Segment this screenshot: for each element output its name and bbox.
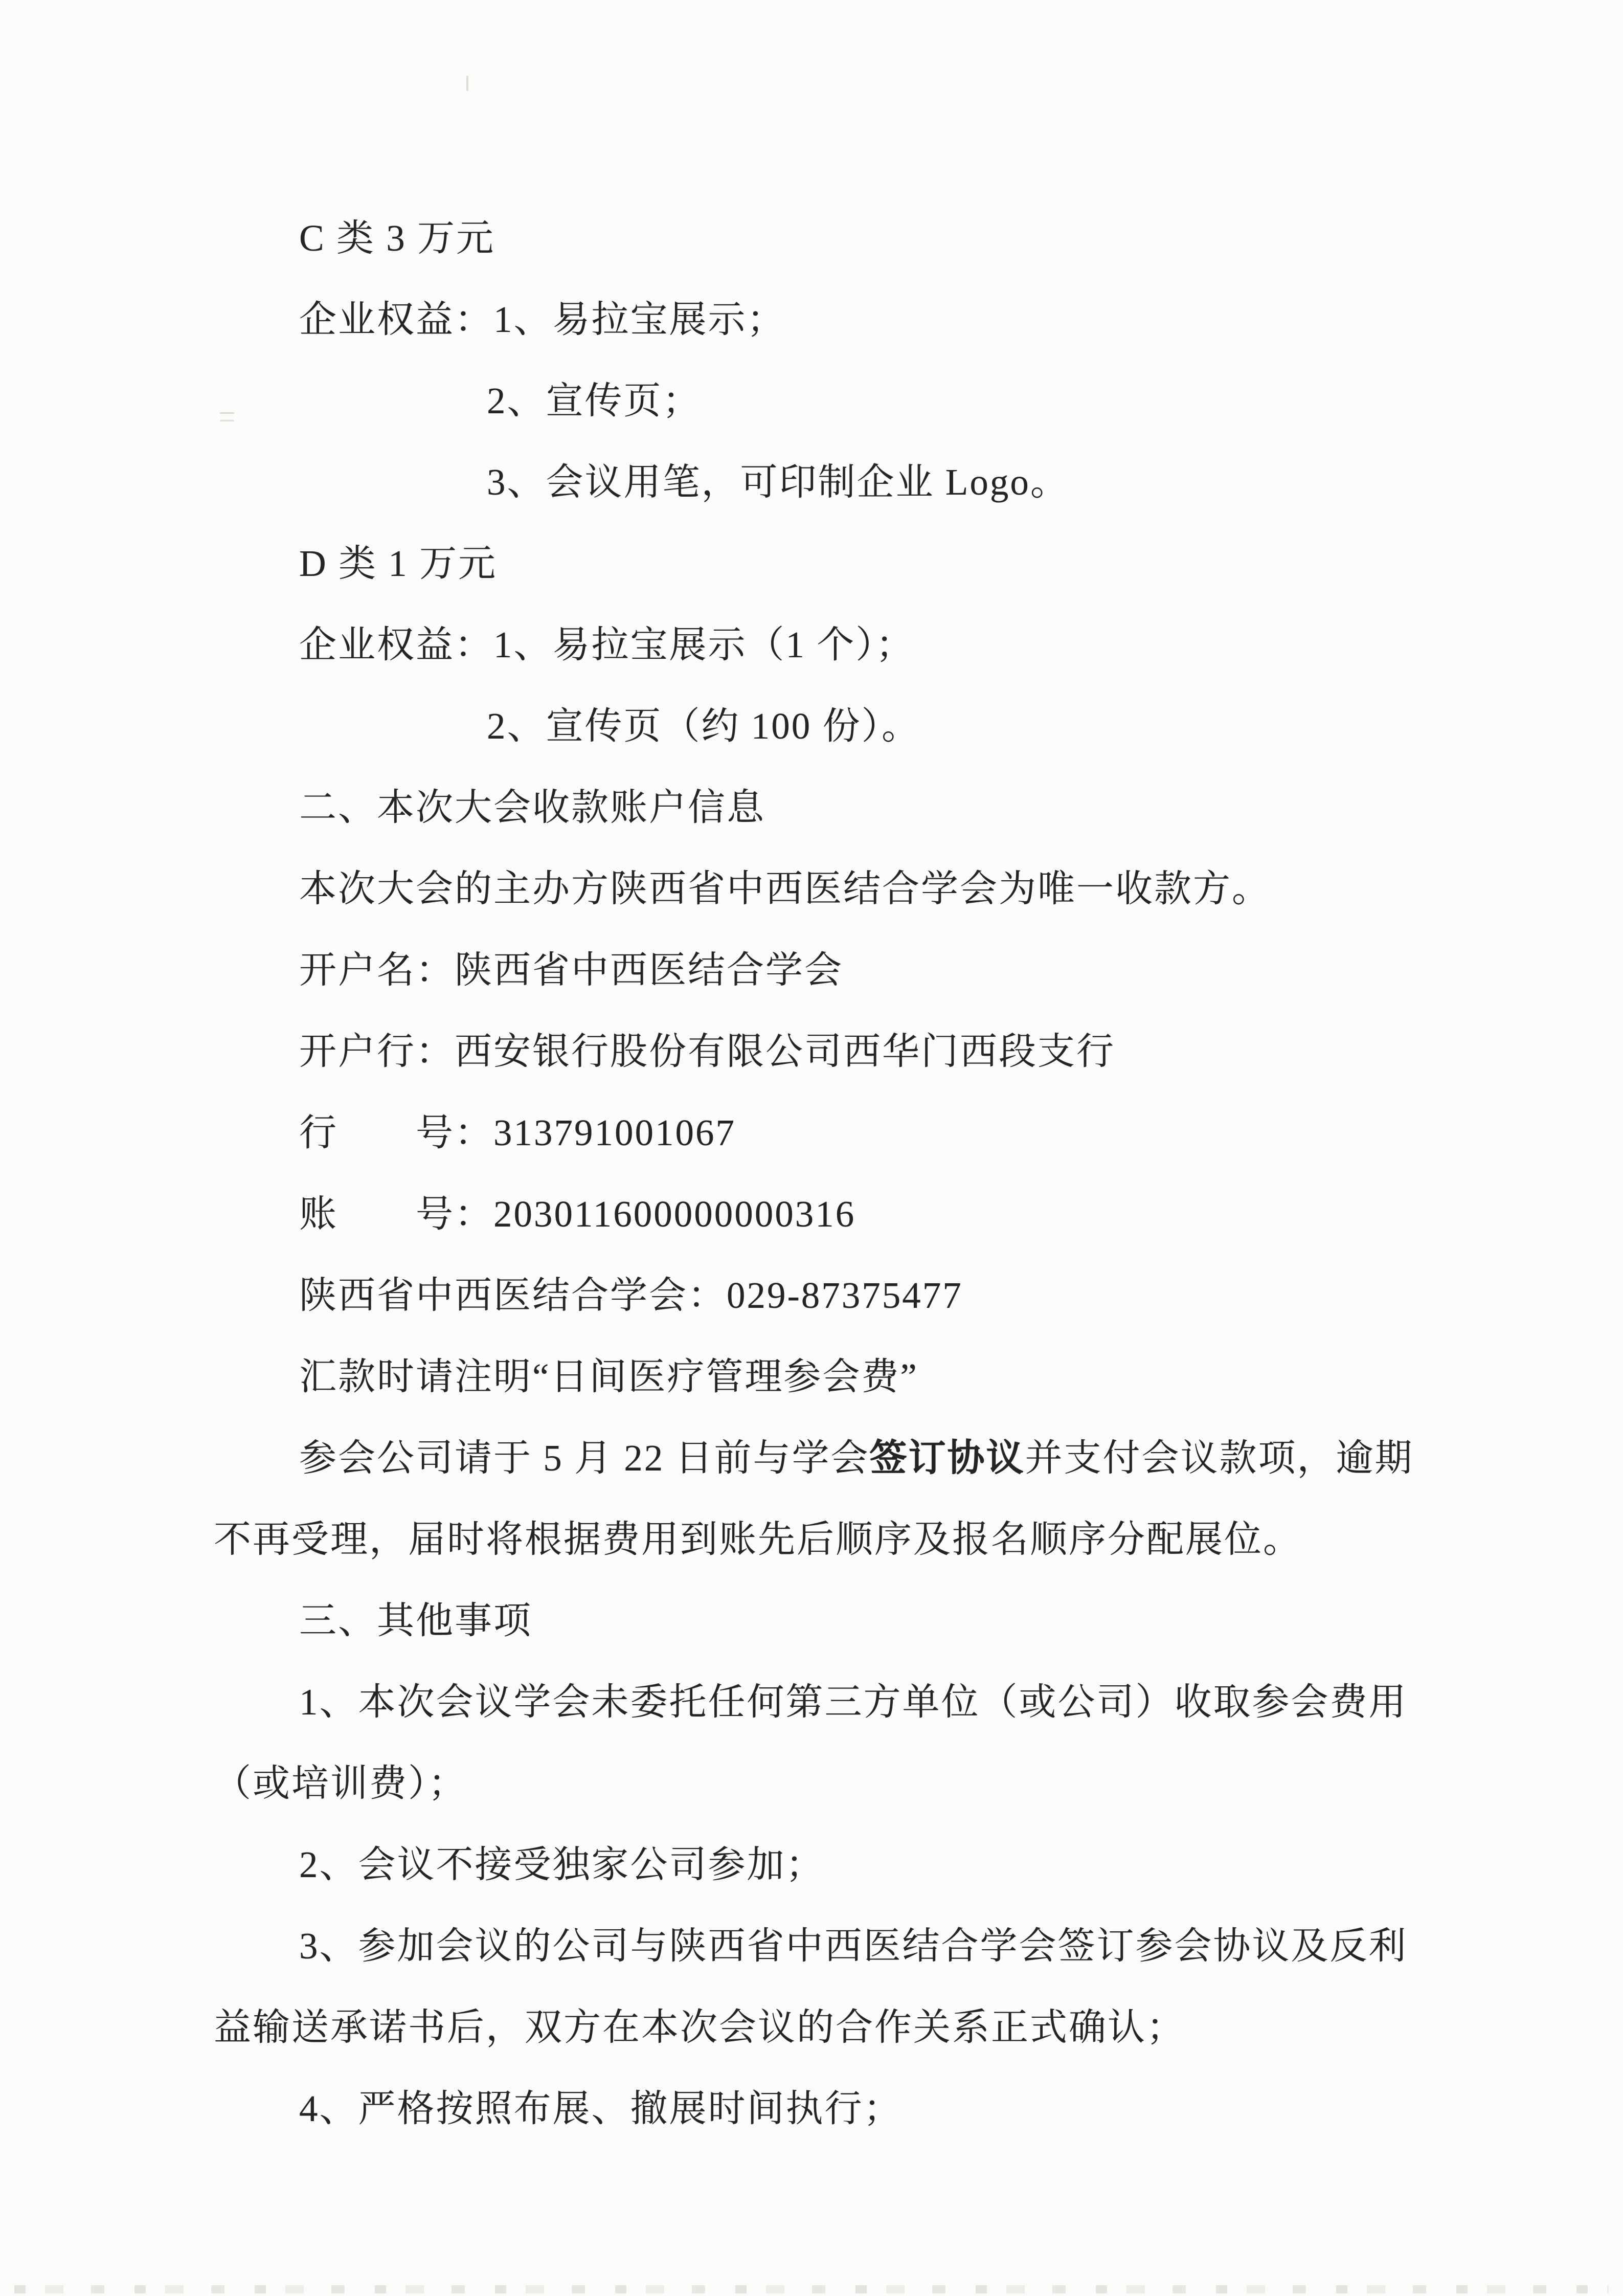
- line-other-item-1: 1、本次会议学会未委托任何第三方单位（或公司）收取参会费用: [299, 1681, 1408, 1723]
- deadline-text-pre: 参会公司请于 5 月 22 日前与学会: [299, 1437, 870, 1479]
- line-class-c-price: C 类 3 万元: [299, 217, 495, 259]
- line-other-item-3: 3、参加会议的公司与陕西省中西医结合学会签订参会协议及反利: [299, 1925, 1408, 1967]
- line-remittance-note: 汇款时请注明“日间医疗管理参会费”: [299, 1356, 918, 1397]
- line-class-d-price: D 类 1 万元: [299, 543, 497, 584]
- page-bottom-cutoff-text-artifact: [14, 2285, 1609, 2293]
- line-other-item-2: 2、会议不接受独家公司参加；: [299, 1844, 825, 1885]
- line-sole-payee: 本次大会的主办方陕西省中西医结合学会为唯一收款方。: [299, 868, 1271, 909]
- line-class-d-benefits-1: 企业权益：1、易拉宝展示（1 个）；: [299, 624, 915, 665]
- scan-speck-artifact: [466, 76, 468, 91]
- line-other-item-3-continuation: 益输送承诺书后，双方在本次会议的合作关系正式确认；: [214, 2007, 1185, 2048]
- line-class-c-benefits-3: 3、会议用笔，可印制企业 Logo。: [487, 461, 1069, 503]
- line-payment-deadline: [299, 1417, 1623, 1499]
- line-account-number: 账 号：203011600000000316: [299, 1193, 856, 1235]
- line-other-item-1-continuation: （或培训费）；: [214, 1763, 467, 1804]
- line-account-holder-name: 开户名：陕西省中西医结合学会: [299, 949, 843, 991]
- deadline-text-bold-sign-agreement: 签订协议: [869, 1437, 1025, 1479]
- heading-section-3-other-matters: 三、其他事项: [299, 1600, 532, 1641]
- heading-section-2-payment-account: 二、本次大会收款账户信息: [299, 787, 765, 828]
- line-other-item-4: 4、严格按照布展、撤展时间执行；: [299, 2088, 903, 2129]
- line-class-d-benefits-2: 2、宣传页（约 100 份）。: [487, 705, 920, 747]
- line-bank-number: 行 号：313791001067: [299, 1112, 736, 1153]
- line-society-phone: 陕西省中西医结合学会：029-87375477: [299, 1275, 963, 1316]
- line-class-c-benefits-1: 企业权益：1、易拉宝展示；: [299, 299, 786, 340]
- line-class-c-benefits-2: 2、宣传页；: [487, 380, 702, 421]
- deadline-text-post: 并支付会议款项，逾期: [1025, 1437, 1414, 1479]
- line-payment-deadline-continuation: 不再受理，届时将根据费用到账先后顺序及报名顺序分配展位。: [214, 1519, 1302, 1560]
- document-body: [0, 197, 1623, 2149]
- line-bank-branch-name: 开户行：西安银行股份有限公司西华门西段支行: [299, 1031, 1115, 1072]
